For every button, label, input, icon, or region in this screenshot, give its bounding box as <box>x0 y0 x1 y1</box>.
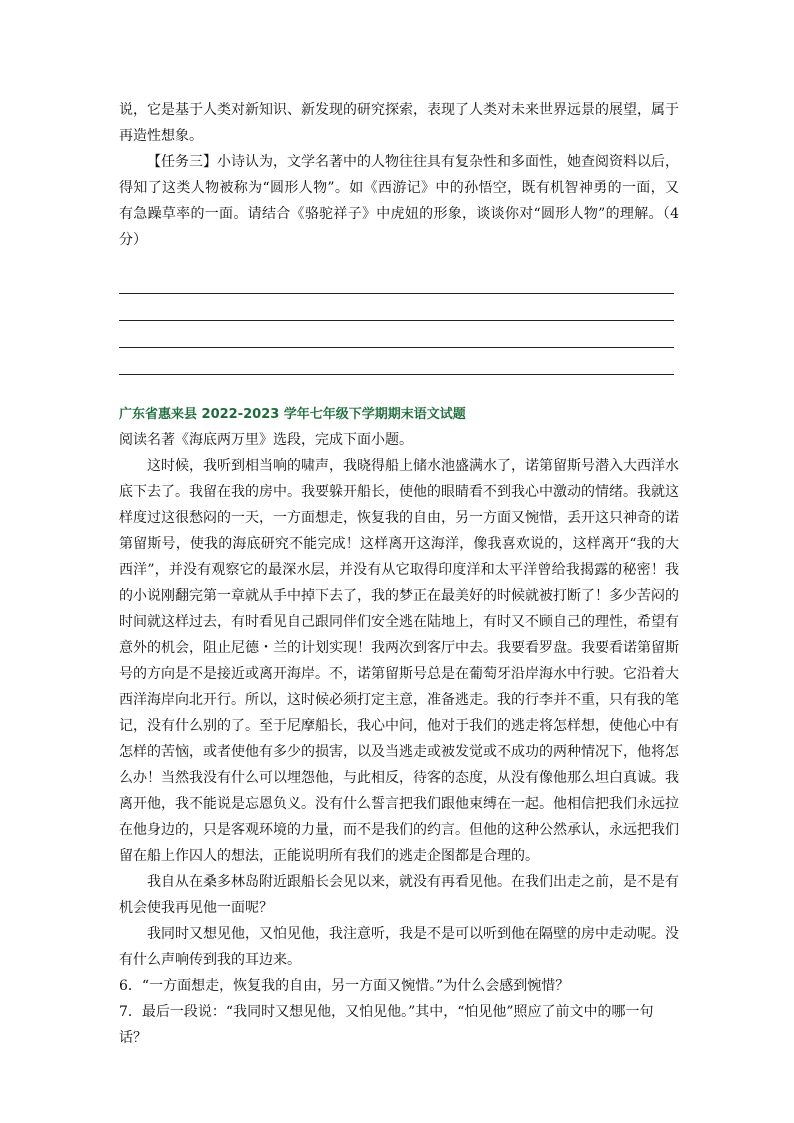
passage-paragraph: 这时候，我听到相当响的啸声，我晓得船上储水池盛满水了，诺第留斯号潜入大西洋水底下去了。我留在我的房中。我要躲开船长，使他的眼睛看不到我心中激动的情绪。我就这样度过这很愁闷的一天，一方面想走，恢复我的自由，另一方面又惋惜，丢开这只神奇的诺第留斯号，使我的海底研究不能完成！这样离开这海洋，像我喜欢说的，这样离开“我的大西洋”，并没有观察它的最深水层，并没有从它取得印度洋和太平洋曾给我揭露的秘密！我的小说刚翻完第一章就从手中掉下去了，我的梦正在最美好的时候就被打断了！多少苦闷的时间就这样过去，有时看见自己跟同伴们安全逃在陆地上，有时又不顾自己的理性，希望有意外的机会，阻止尼德・兰的计划实现！我两次到客厅中去。我要看罗盘。我要看诺第留斯号的方向是不是接近或离开海岸。不，诺第留斯号总是在葡萄牙沿岸海水中行驶。它沿着大西洋海岸向北开行。所以，这时候必须打定主意，准备逃走。我的行李并不重，只有我的笔记，没有什么别的了。至于尼摩船长，我心中问，他对于我们的逃走将怎样想，使他心中有怎样的苦恼，或者使他有多少的损害，以及当逃走或被发觉或不成功的两种情况下，他将怎么办！当然我没有什么可以埋怨他，与此相反，待客的态度，从没有像他那么坦白真诚。我离开他，我不能说是忘恩负义。没有什么誓言把我们跟他束缚在一起。他相信把我们永远拉在他身边的，只是客观环境的力量，而不是我们的约言。但他的这种公然承认，永远把我们留在船上作囚人的想法，正能说明所有我们的逃走企图都是合理的。 <box>119 458 679 864</box>
answer-line[interactable] <box>119 348 674 375</box>
continued-paragraph: 说，它是基于人类对新知识、新发现的研究探索，表现了人类对未来世界远景的展望，属于再造性想象。 <box>119 102 679 144</box>
passage-paragraph: 我同时又想见他，又怕见他，我注意听，我是不是可以听到他在隔壁的房中走动呢。没有什么声响传到我的耳边来。 <box>119 926 679 968</box>
page-content <box>119 97 679 1051</box>
answer-line[interactable] <box>119 267 674 294</box>
section-title: 广东省惠来县 2022-2023 学年七年级下学期期末语文试题 <box>119 407 466 422</box>
task-three-prompt: 【任务三】小诗认为，文学名著中的人物往往具有复杂性和多面性，她查阅资料以后，得知了这类人物被称为“圆形人物”。如《西游记》中的孙悟空，既有机智神勇的一面，又有急躁草率的一面。请结合《骆驼祥子》中虎妞的形象，谈谈你对“圆形人物”的理解。（4分） <box>119 154 679 248</box>
question-7: 7．最后一段说：“我同时又想见他，又怕见他。”其中，“怕见他”照应了前文中的哪一句话？ <box>119 1004 654 1046</box>
passage-paragraph: 我自从在桑多林岛附近跟船长会见以来，就没有再看见他。在我们出走之前，是不是有机会使我再见他一面呢？ <box>119 874 679 916</box>
answer-line[interactable] <box>119 294 674 321</box>
question-6: 6．“一方面想走，恢复我的自由，另一方面又惋惜。”为什么会感到惋惜？ <box>119 978 570 994</box>
reading-instruction: 阅读名著《海底两万里》选段，完成下面小题。 <box>119 432 413 448</box>
answer-lines <box>119 267 679 375</box>
answer-line[interactable] <box>119 321 674 348</box>
